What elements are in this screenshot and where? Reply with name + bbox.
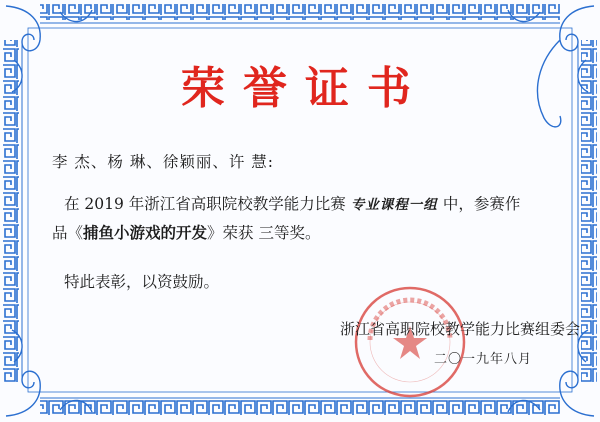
award-text-prefix: 在 2019 年浙江省高职院校教学能力比赛 [64, 195, 346, 213]
competition-group: 专业课程一组 [350, 197, 438, 213]
work-title: 捕鱼小游戏的开发 [83, 223, 208, 242]
certificate-title: 荣誉证书 [181, 63, 429, 114]
recipient-names: 李 杰、杨 琳、徐颖丽、许 慧: [52, 153, 275, 171]
issue-date: 二〇一九年八月 [433, 352, 532, 367]
red-official-seal [350, 282, 470, 402]
issuing-organization: 浙江省高职院校教学能力比赛组委会 [339, 320, 580, 338]
closing-line: 特此表彰，以资鼓励。 [64, 273, 220, 291]
award-text-middle: 中，参赛作品《 [52, 195, 521, 242]
award-text-suffix: 》荣获 三等奖。 [207, 224, 321, 242]
award-paragraph [52, 190, 522, 247]
